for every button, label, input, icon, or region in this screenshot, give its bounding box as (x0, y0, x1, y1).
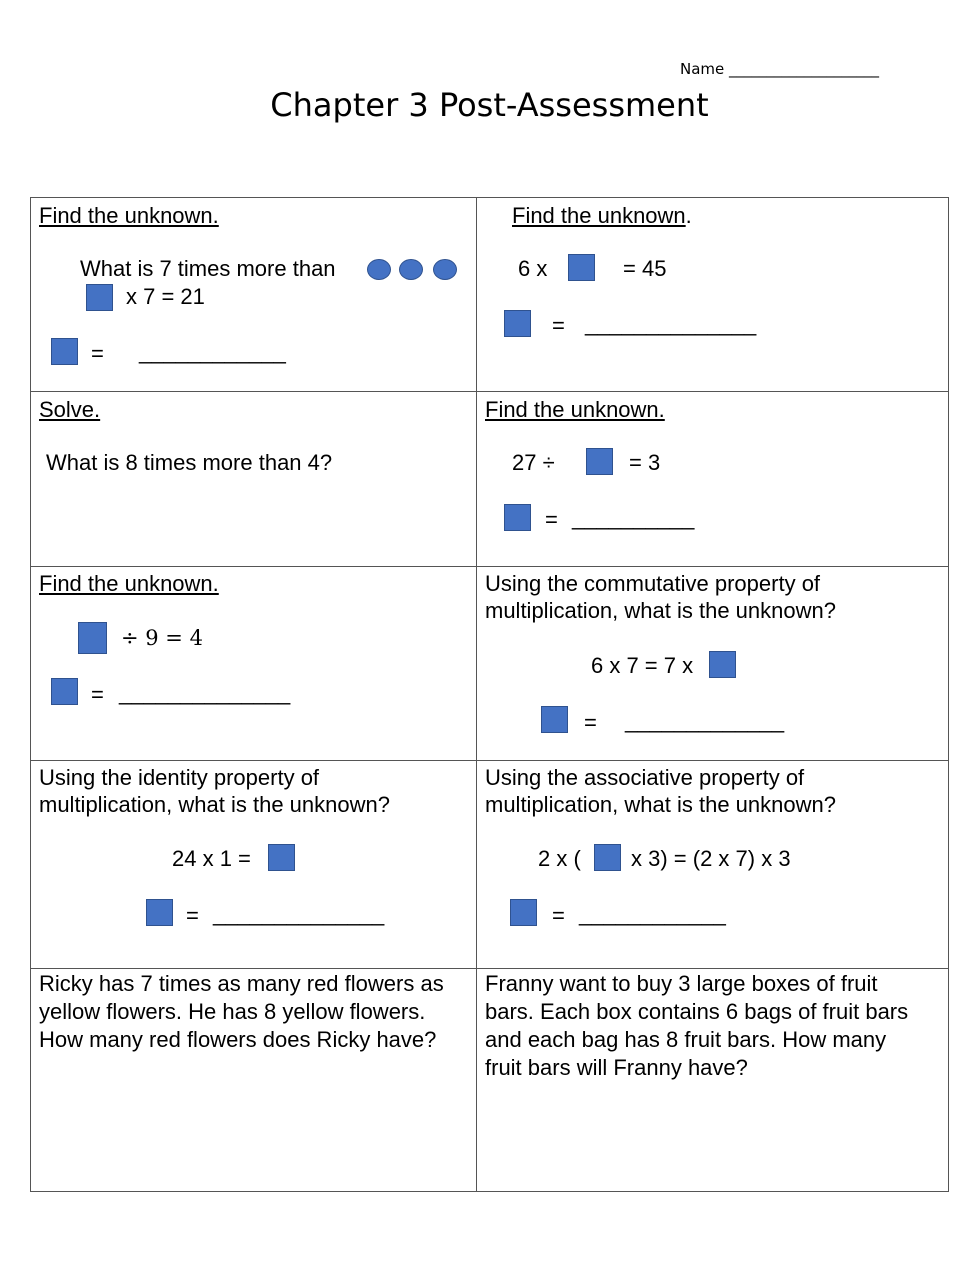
name-field-label: Name ____________________ (680, 60, 880, 78)
row-divider (31, 566, 948, 567)
answer-equals: = (584, 710, 597, 735)
blue-square-icon (51, 678, 78, 705)
equation-left: 6 x (518, 256, 548, 281)
answer-blank[interactable]: ____________ (579, 901, 726, 926)
answer-blank[interactable]: ______________ (213, 901, 385, 926)
blue-square-icon (586, 448, 613, 475)
blue-square-icon (709, 651, 736, 678)
word-problem-ricky: Ricky has 7 times as many red flowers as yellow flowers. He has 8 yellow flowers. How many red flowers does Ricky have? (39, 971, 444, 1052)
equation-right: = 45 (623, 256, 667, 281)
problem-question: What is 8 times more than 4? (46, 450, 333, 475)
question-line-2: multiplication, what is the unknown? (39, 792, 390, 817)
blue-circle-icon (399, 259, 423, 280)
answer-blank[interactable]: ______________ (585, 311, 757, 336)
question-line-1: Using the associative property of (485, 765, 805, 790)
answer-blank[interactable]: ______________ (119, 680, 291, 705)
equation-left: 2 x ( (538, 846, 581, 871)
question-line-1: Using the identity property of (39, 765, 320, 790)
equation-right: = 3 (629, 450, 661, 475)
equation-left: 24 x 1 = (172, 846, 251, 871)
blue-square-icon (541, 706, 568, 733)
answer-equals: = (91, 682, 104, 707)
problem-question: What is 7 times more than (80, 256, 336, 281)
problem-heading: Solve. (39, 397, 101, 422)
blue-square-icon (86, 284, 113, 311)
row-divider (31, 391, 948, 392)
equation-right: ÷ 9 = 4 (121, 626, 203, 650)
question-line-1: Using the commutative property of (485, 571, 821, 596)
page-title: Chapter 3 Post-Assessment (270, 86, 709, 124)
blue-square-icon (146, 899, 173, 926)
answer-equals: = (545, 507, 558, 532)
answer-equals: = (186, 903, 199, 928)
row-divider (31, 760, 948, 761)
blue-square-icon (594, 844, 621, 871)
problem-equation: x 7 = 21 (126, 284, 205, 309)
blue-square-icon (510, 899, 537, 926)
question-line-2: multiplication, what is the unknown? (485, 792, 836, 817)
answer-equals: = (552, 313, 565, 338)
equation-left: 27 ÷ (512, 450, 555, 475)
column-divider (476, 198, 477, 1191)
blue-square-icon (568, 254, 595, 281)
blue-square-icon (268, 844, 295, 871)
answer-blank[interactable]: ____________ (139, 339, 286, 364)
problem-heading: Find the unknown. (512, 203, 692, 228)
question-line-2: multiplication, what is the unknown? (485, 598, 836, 623)
blue-square-icon (51, 338, 78, 365)
problem-heading: Find the unknown. (39, 203, 219, 228)
problem-heading: Find the unknown. (39, 571, 219, 596)
blue-square-icon (504, 504, 531, 531)
answer-blank[interactable]: __________ (572, 505, 695, 530)
answer-equals: = (91, 341, 104, 366)
equation-right: x 3) = (2 x 7) x 3 (631, 846, 791, 871)
blue-circle-icon (367, 259, 391, 280)
blue-circle-icon (433, 259, 457, 280)
problem-grid (30, 197, 949, 1192)
blue-square-icon (78, 622, 107, 654)
answer-equals: = (552, 903, 565, 928)
equation-left: 6 x 7 = 7 x (591, 653, 694, 678)
word-problem-franny: Franny want to buy 3 large boxes of fruit bars. Each box contains 6 bags of fruit bars and each bag has 8 fruit bars. How many fruit bars will Franny have? (485, 971, 909, 1080)
answer-blank[interactable]: _____________ (625, 708, 785, 733)
problem-heading: Find the unknown. (485, 397, 665, 422)
row-divider (31, 968, 948, 969)
blue-square-icon (504, 310, 531, 337)
